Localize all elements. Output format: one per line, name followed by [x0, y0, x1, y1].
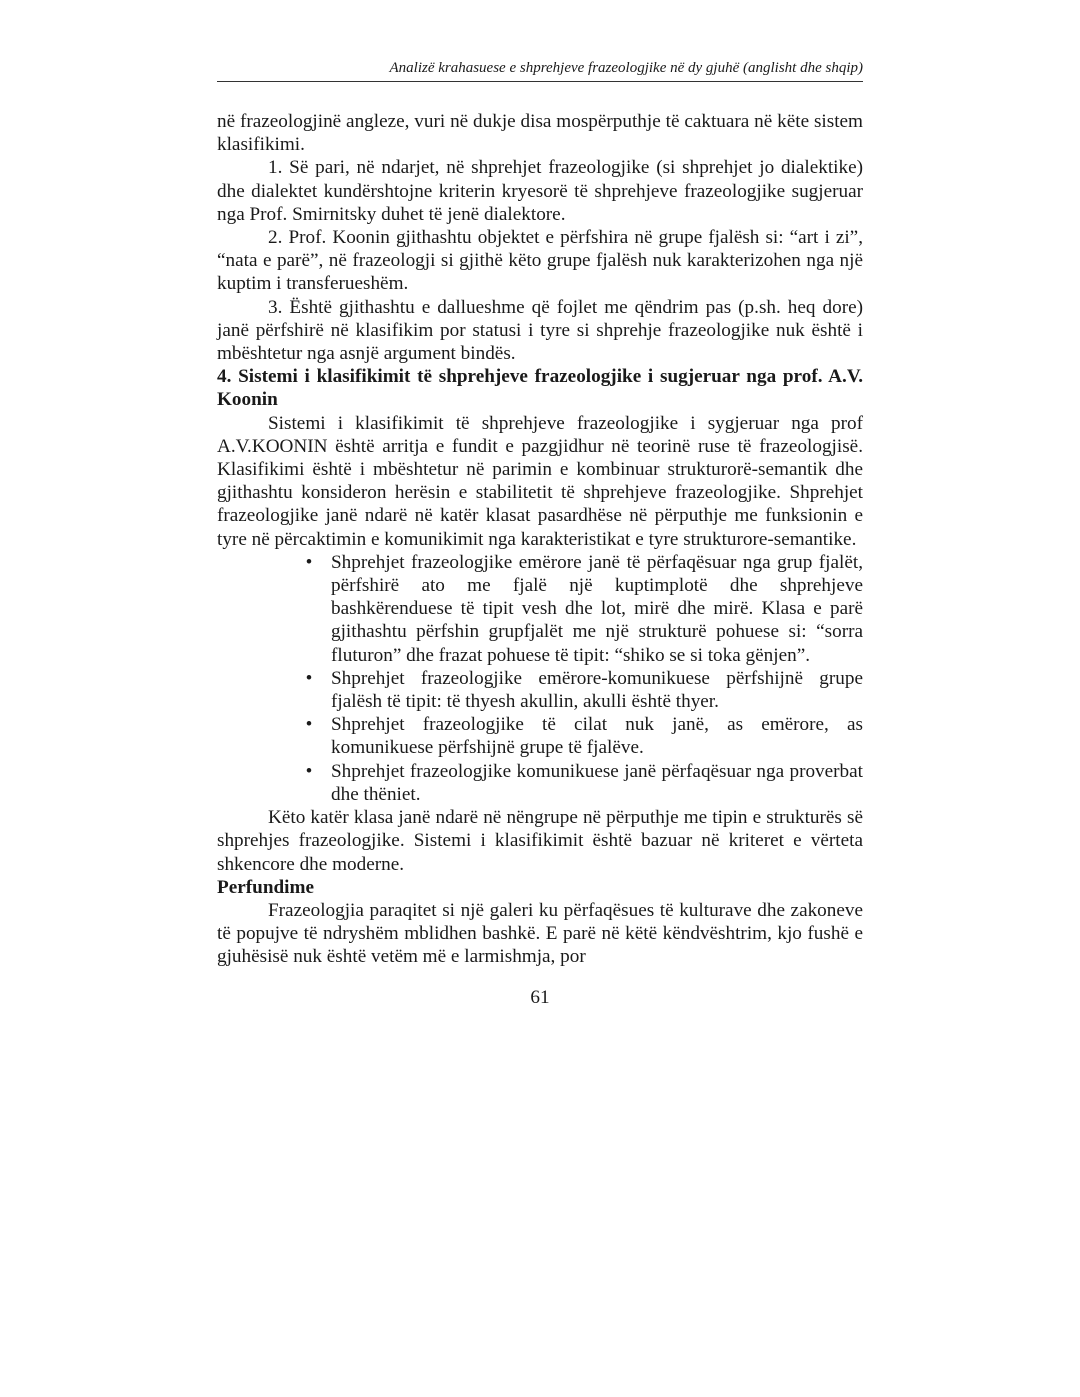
- intro-point-2: 2. Prof. Koonin gjithashtu objektet e përfshira në grupe fjalësh si: “art i zi”, “nata e parë”, në frazeologji si gjithë këto grupe fjalësh nuk karakterizohen nga një kuptim i transferueshëm.: [217, 227, 863, 295]
- list-item: [305, 713, 863, 759]
- bullet-icon: •: [305, 760, 313, 782]
- bullet-icon: •: [305, 714, 313, 736]
- list-item-text: Shprehjet frazeologjike emërore janë të përfaqësuar nga grup fjalët, përfshirë ato me fjalë një kuptimplotë dhe shprehjeve bashkërenduese të tipit vesh dhe lot, mirë dhe mirë. Klasa e parë gjithashtu përfshin grupfjalët me një strukturë pohuese si: “sorra fluturon” dhe frazat pohuese të tipit: “shiko se si toka gënjen”.: [331, 551, 863, 666]
- section-4-heading: 4. Sistemi i klasifikimit të shprehjeve frazeologjike i sugjeruar nga prof. A.V. Koonin: [217, 366, 863, 411]
- section-4-closing: Këto katër klasa janë ndarë në nëngrupe në përputhje me tipin e strukturës së shprehjes frazeologjike. Sistemi i klasifikimit është bazuar në kriteret e vërteta shkencore dhe moderne.: [217, 807, 863, 875]
- document-page: [217, 58, 863, 1009]
- intro-point-3: 3. Është gjithashtu e dallueshme që fojlet me qëndrim pas (p.sh. heq dore) janë përfshirë në klasifikim por statusi i tyre si shprehje frazeologjike nuk është i mbështetur nga asnjë argument bindës.: [217, 296, 863, 365]
- list-item: [305, 760, 863, 806]
- page-number: 61: [530, 986, 550, 1008]
- conclusions-paragraph: Frazeologjia paraqitet si një galeri ku përfaqësues të kulturave dhe zakoneve të popujve të ndryshëm mblidhen bashkë. E parë në këtë këndvështrim, kjo fushë e gjuhësisë nuk është vetëm më e larmishmja, por: [217, 899, 863, 968]
- list-item-text: Shprehjet frazeologjike emërore-komunikuese përfshijnë grupe fjalësh të tipit: të thyesh akullin, akulli është thyer.: [331, 667, 863, 713]
- intro-point-1: 1. Së pari, në ndarjet, në shprehjet frazeologjike (si shprehjet jo dialektike) dhe dialektet kundërshtojne kriterin kryesorë të shprehjeve frazeologjike sugjeruar nga Prof. Smirnitsky duhet të jenë dialektore.: [217, 157, 863, 225]
- running-header: Analizë krahasuese e shprehjeve frazeologjike në dy gjuhë (anglisht dhe shqip): [217, 58, 863, 82]
- conclusions-heading: Perfundime: [217, 876, 314, 898]
- list-item: [305, 551, 863, 667]
- list-item: [305, 667, 863, 713]
- bullet-icon: •: [305, 667, 313, 689]
- bullet-icon: •: [305, 551, 313, 573]
- list-item-text: Shprehjet frazeologjike të cilat nuk janë, as emërore, as komunikuese përfshijnë grupe të fjalëve.: [331, 714, 863, 759]
- section-4-paragraph: Sistemi i klasifikimit të shprehjeve frazeologjike i sygjeruar nga prof A.V.KOONIN është arritja e fundit e pazgjidhur në teorinë ruse të frazeologjisë. Klasifikimi është i mbështetur në parimin e kombinuar strukturorë-semantik dhe gjithashtu konsideron herësin e stabilitetit të shprehjeve frazeologjike. Shprehjet frazeologjike janë ndarë në katër klasat pasardhëse në përputhje me funksionin e tyre në përcaktimin e komunikimit nga karakteristikat e tyre strukturore-semantike.: [217, 412, 863, 550]
- classification-list: [217, 551, 863, 806]
- body-text: [217, 110, 863, 969]
- list-item-text: Shprehjet frazeologjike komunikuese janë përfaqësuar nga proverbat dhe thëniet.: [331, 760, 863, 805]
- intro-paragraph-continuation: në frazeologjinë angleze, vuri në dukje disa mospërputhje të caktuara në këte sistem klasifikimi.: [217, 111, 863, 156]
